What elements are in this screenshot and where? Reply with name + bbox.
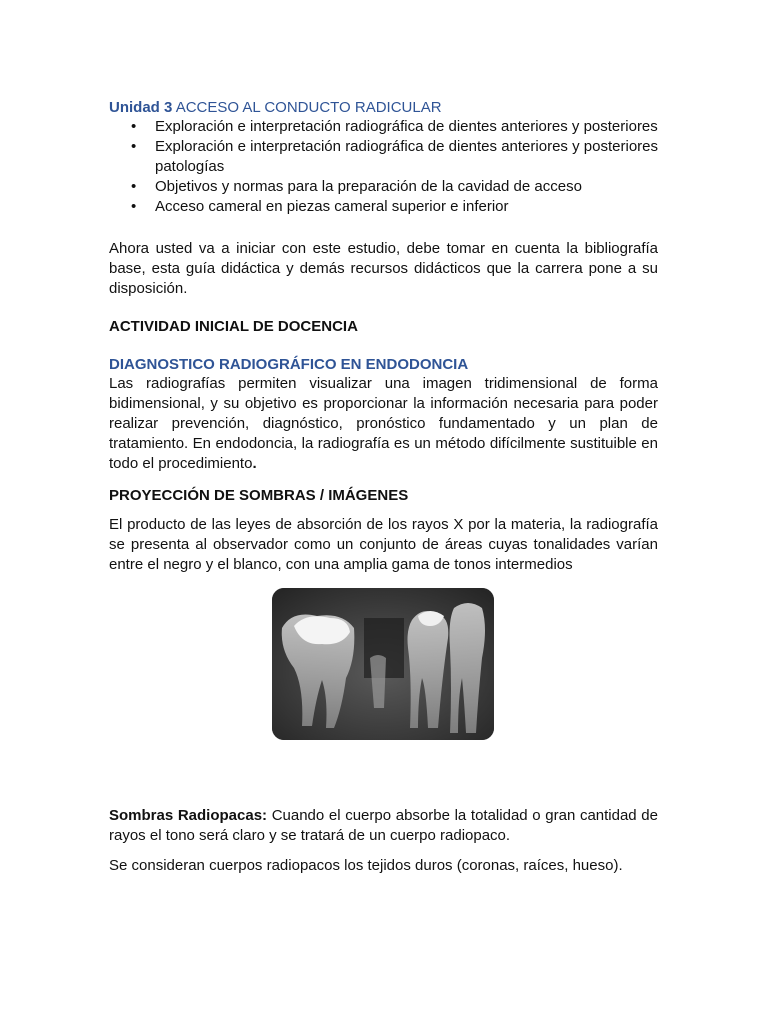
list-item: • Objetivos y normas para la preparación de la cavidad de acceso: [155, 177, 658, 197]
dental-radiograph-image: [272, 588, 494, 740]
unit-label: Unidad 3: [109, 99, 173, 116]
diagnostic-heading-text: DIAGNOSTICO RADIOGRÁFICO EN ENDODONCIA: [109, 356, 469, 373]
intro-paragraph: Ahora usted va a iniciar con este estudio, debe tomar en cuenta la bibliografía base, esta guía didáctica y demás recursos didácticos que la carrera pone a su disposición.: [109, 240, 658, 297]
list-item: • Exploración e interpretación radiográfica de dientes anteriores y posteriores: [155, 117, 658, 137]
document-page: [109, 98, 658, 876]
diagnostic-paragraph: [109, 374, 658, 474]
diagnostic-end-mark: .: [252, 455, 257, 472]
list-item: • Exploración e interpretación radiográfica de dientes anteriores y posteriores patologías: [155, 137, 658, 177]
diagnostic-text: Las radiografías permiten visualizar una imagen tridimensional de forma bidimensional, y su objetivo es proporcionar la información necesaria para poder realizar prevención, diagnóstico, pronóstico fundamentado y un plan de tratamiento. En endodoncia, la radiografía es un método difícilmente sustituible en todo el procedimiento: [109, 375, 658, 472]
radiopaque-paragraph: [109, 806, 658, 846]
unit-title: ACCESO AL CONDUCTO RADICULAR: [175, 99, 442, 116]
radiopaque-term: Sombras Radiopacas:: [109, 807, 268, 824]
radiopaque-definition: Cuando el cuerpo absorbe la totalidad o gran cantidad de rayos el tono será claro y se tratará de un cuerpo radiopaco.: [109, 807, 658, 844]
unit-topic-list: [109, 117, 658, 217]
activity-heading: ACTIVIDAD INICIAL DE DOCENCIA: [109, 318, 358, 335]
projection-heading: PROYECCIÓN DE SOMBRAS / IMÁGENES: [109, 487, 409, 504]
list-item: • Acceso cameral en piezas cameral superior e inferior: [155, 197, 658, 217]
projection-paragraph: El producto de las leyes de absorción de los rayos X por la materia, la radiografía se presenta al observador como un conjunto de áreas cuyas tonalidades varían entre el negro y el blanco, con una amplia gama de tonos intermedios: [109, 516, 658, 573]
radiograph-drawing: [272, 588, 494, 740]
diagnostic-heading: [109, 355, 658, 374]
unit-heading: [109, 98, 658, 117]
radiopaque-examples-paragraph: Se consideran cuerpos radiopacos los tejidos duros (coronas, raíces, hueso).: [109, 857, 623, 874]
